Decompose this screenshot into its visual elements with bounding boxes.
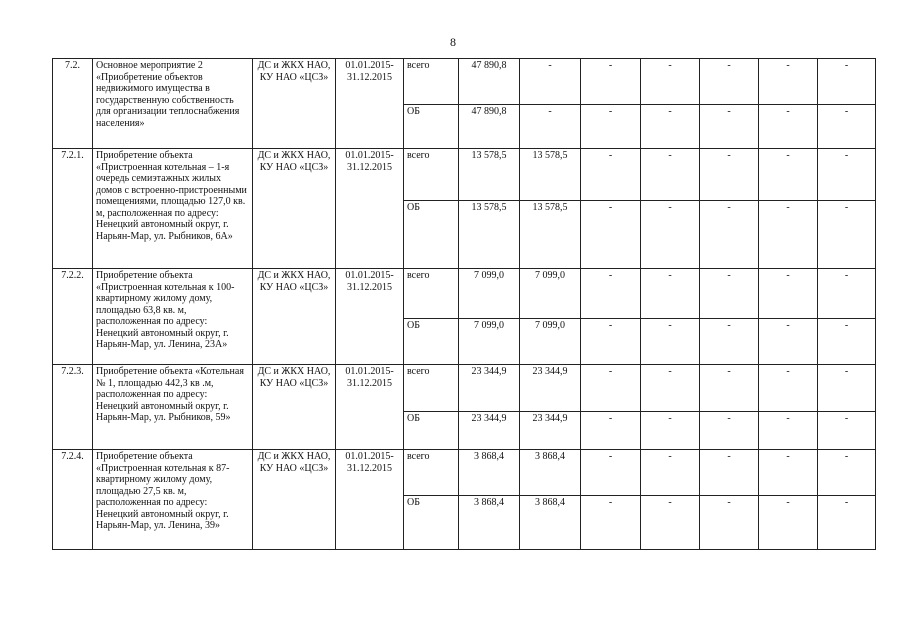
value-cell: -	[581, 365, 641, 412]
value-cell: 13 578,5	[520, 149, 581, 201]
funding-source: всего	[404, 269, 459, 319]
value-cell: 47 890,8	[459, 59, 520, 105]
value-cell: -	[641, 59, 700, 105]
row-period: 01.01.2015-31.12.2015	[336, 149, 404, 269]
value-cell: -	[818, 319, 876, 365]
value-cell: -	[641, 269, 700, 319]
value-cell: -	[818, 496, 876, 550]
funding-source: ОБ	[404, 319, 459, 365]
value-cell: 3 868,4	[520, 496, 581, 550]
row-number: 7.2.	[53, 59, 93, 149]
row-name: Приобретение объекта «Пристроенная котельная – 1-я очередь семиэтажных жилых домов с встроенно-пристроенными помещениями, площадью 127,0 кв. м, расположенная по адресу: Ненецкий автономный округ, г. Нарьян-Мар, ул. Рыбников, 6А»	[93, 149, 253, 269]
value-cell: 3 868,4	[520, 450, 581, 496]
funding-source: ОБ	[404, 105, 459, 149]
value-cell: -	[818, 201, 876, 269]
value-cell: 23 344,9	[459, 365, 520, 412]
value-cell: -	[581, 59, 641, 105]
table-row	[53, 365, 876, 412]
value-cell: -	[700, 496, 759, 550]
value-cell: -	[581, 105, 641, 149]
table-row	[53, 149, 876, 201]
value-cell: -	[759, 201, 818, 269]
row-executor: ДС и ЖКХ НАО, КУ НАО «ЦСЗ»	[253, 149, 336, 269]
funding-source: всего	[404, 450, 459, 496]
value-cell: -	[700, 412, 759, 450]
table-body	[53, 59, 876, 550]
value-cell: -	[759, 269, 818, 319]
value-cell: 13 578,5	[520, 201, 581, 269]
value-cell: -	[700, 201, 759, 269]
value-cell: 23 344,9	[520, 365, 581, 412]
row-number: 7.2.1.	[53, 149, 93, 269]
value-cell: -	[581, 450, 641, 496]
value-cell: -	[641, 412, 700, 450]
value-cell: -	[818, 450, 876, 496]
value-cell: -	[759, 105, 818, 149]
value-cell: -	[818, 269, 876, 319]
value-cell: -	[700, 105, 759, 149]
value-cell: -	[759, 412, 818, 450]
value-cell: 3 868,4	[459, 496, 520, 550]
value-cell: -	[759, 496, 818, 550]
value-cell: -	[581, 201, 641, 269]
row-period: 01.01.2015-31.12.2015	[336, 269, 404, 365]
value-cell: -	[818, 365, 876, 412]
funding-source: ОБ	[404, 201, 459, 269]
value-cell: -	[520, 105, 581, 149]
row-executor: ДС и ЖКХ НАО, КУ НАО «ЦСЗ»	[253, 450, 336, 550]
row-name: Основное мероприятие 2 «Приобретение объектов недвижимого имущества в государственную собственность для организации теплоснабжения населения»	[93, 59, 253, 149]
value-cell: 13 578,5	[459, 149, 520, 201]
value-cell: -	[581, 269, 641, 319]
row-number: 7.2.2.	[53, 269, 93, 365]
funding-source: всего	[404, 59, 459, 105]
row-executor: ДС и ЖКХ НАО, КУ НАО «ЦСЗ»	[253, 269, 336, 365]
value-cell: -	[700, 269, 759, 319]
value-cell: -	[520, 59, 581, 105]
value-cell: -	[818, 412, 876, 450]
value-cell: -	[641, 149, 700, 201]
row-period: 01.01.2015-31.12.2015	[336, 365, 404, 450]
value-cell: -	[581, 412, 641, 450]
value-cell: -	[818, 59, 876, 105]
value-cell: -	[700, 149, 759, 201]
table-row	[53, 269, 876, 319]
value-cell: -	[700, 59, 759, 105]
value-cell: -	[700, 450, 759, 496]
value-cell: 7 099,0	[459, 319, 520, 365]
row-executor: ДС и ЖКХ НАО, КУ НАО «ЦСЗ»	[253, 365, 336, 450]
value-cell: -	[641, 319, 700, 365]
value-cell: 7 099,0	[520, 319, 581, 365]
page-number: 8	[450, 35, 456, 49]
funding-source: ОБ	[404, 412, 459, 450]
program-table	[52, 58, 876, 550]
value-cell: -	[700, 319, 759, 365]
row-number: 7.2.3.	[53, 365, 93, 450]
value-cell: 13 578,5	[459, 201, 520, 269]
funding-source: всего	[404, 149, 459, 201]
row-name: Приобретение объекта «Пристроенная котельная к 87-квартирному жилому дому, площадью 27,5 кв. м, расположенная по адресу: Ненецкий автономный округ, г. Нарьян-Мар, ул. Ленина, 39»	[93, 450, 253, 550]
row-name: Приобретение объекта «Котельная № 1, площадью 442,3 кв .м, расположенная по адресу: Ненецкий автономный округ, г. Нарьян-Мар, ул. Рыбников, 59»	[93, 365, 253, 450]
table-row	[53, 450, 876, 496]
row-number: 7.2.4.	[53, 450, 93, 550]
value-cell: 23 344,9	[520, 412, 581, 450]
row-period: 01.01.2015-31.12.2015	[336, 59, 404, 149]
funding-source: ОБ	[404, 496, 459, 550]
value-cell: 7 099,0	[459, 269, 520, 319]
value-cell: -	[818, 105, 876, 149]
value-cell: -	[759, 59, 818, 105]
value-cell: 47 890,8	[459, 105, 520, 149]
row-name: Приобретение объекта «Пристроенная котельная к 100-квартирному жилому дому, площадью 63,8 кв. м, расположенная по адресу: Ненецкий автономный округ, г. Нарьян-Мар, ул. Ленина, 23А»	[93, 269, 253, 365]
table-row	[53, 59, 876, 105]
value-cell: -	[581, 149, 641, 201]
value-cell: -	[700, 365, 759, 412]
value-cell: 7 099,0	[520, 269, 581, 319]
value-cell: -	[641, 450, 700, 496]
value-cell: -	[759, 149, 818, 201]
value-cell: -	[581, 319, 641, 365]
row-period: 01.01.2015-31.12.2015	[336, 450, 404, 550]
value-cell: -	[641, 105, 700, 149]
value-cell: -	[641, 365, 700, 412]
value-cell: -	[759, 319, 818, 365]
value-cell: -	[759, 365, 818, 412]
row-executor: ДС и ЖКХ НАО, КУ НАО «ЦСЗ»	[253, 59, 336, 149]
funding-source: всего	[404, 365, 459, 412]
value-cell: 23 344,9	[459, 412, 520, 450]
value-cell: -	[818, 149, 876, 201]
value-cell: -	[641, 201, 700, 269]
value-cell: -	[641, 496, 700, 550]
value-cell: 3 868,4	[459, 450, 520, 496]
value-cell: -	[581, 496, 641, 550]
value-cell: -	[759, 450, 818, 496]
